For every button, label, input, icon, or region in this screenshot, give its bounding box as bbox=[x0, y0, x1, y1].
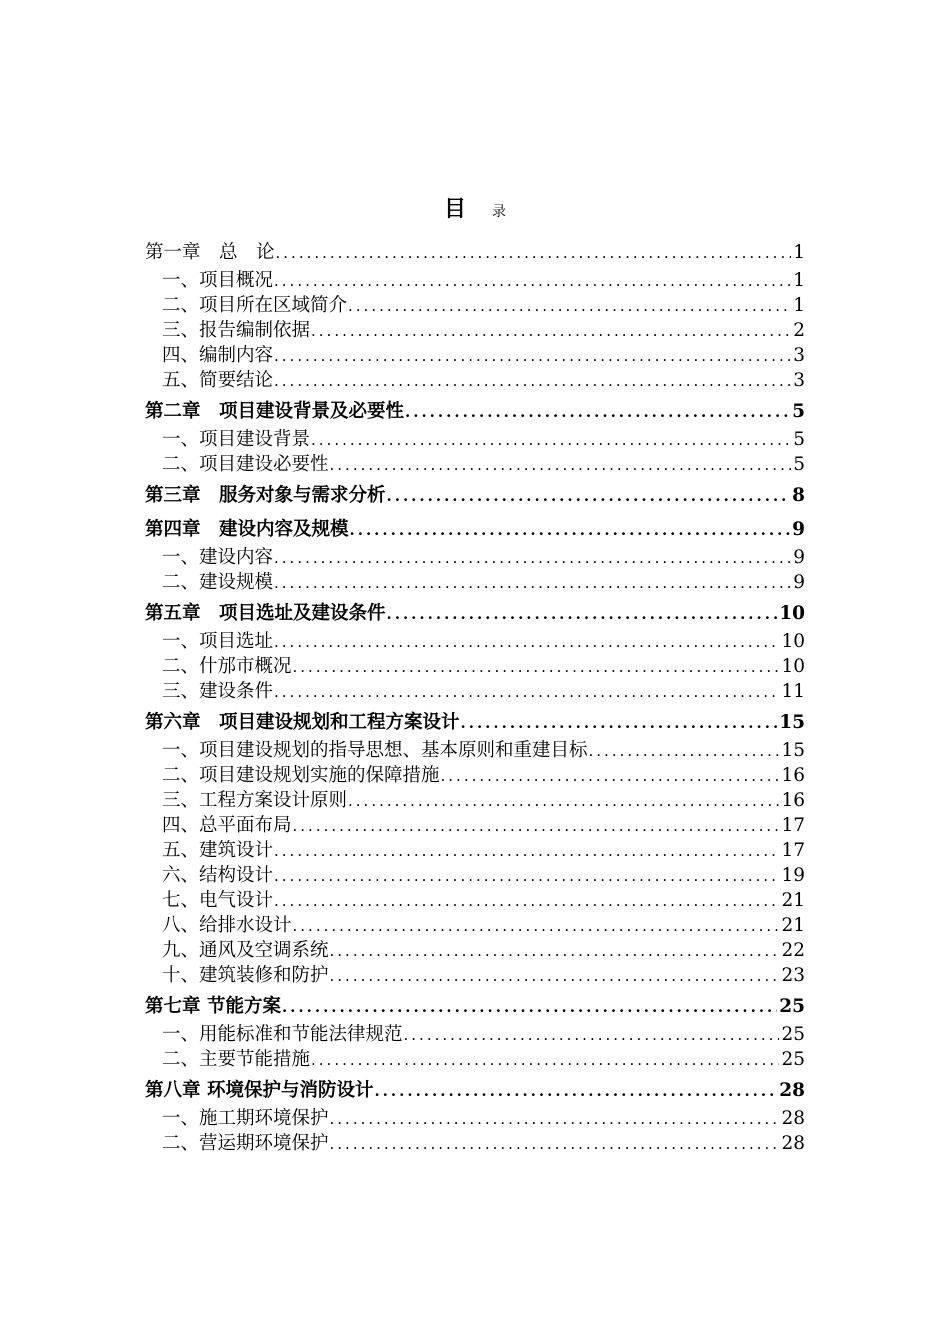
toc-dot-leader bbox=[273, 344, 791, 369]
toc-section-entry[interactable] bbox=[145, 1131, 805, 1156]
toc-entry-page: 11 bbox=[781, 681, 805, 702]
toc-dot-leader bbox=[275, 238, 792, 268]
toc-entry-label: 一、项目选址 bbox=[162, 631, 274, 652]
toc-dot-leader bbox=[292, 655, 780, 680]
toc-entry-page: 19 bbox=[781, 865, 805, 886]
toc-entry-page: 17 bbox=[781, 840, 805, 861]
toc-entry-page: 25 bbox=[781, 1049, 805, 1070]
toc-dot-leader bbox=[460, 708, 778, 738]
toc-dot-leader bbox=[273, 571, 791, 596]
toc-entry-label: 第四章 建设内容及规模 bbox=[145, 519, 349, 540]
toc-entry-page: 28 bbox=[781, 1133, 805, 1154]
toc-entry-label: 七、电气设计 bbox=[162, 890, 274, 911]
toc-entry-page: 1 bbox=[793, 270, 805, 291]
toc-entry-page: 10 bbox=[781, 656, 805, 677]
toc-dot-leader bbox=[292, 814, 780, 839]
toc-entry-page: 28 bbox=[781, 1108, 805, 1129]
toc-entry-label: 第七章 节能方案 bbox=[145, 996, 281, 1017]
toc-section-entry[interactable] bbox=[145, 1047, 805, 1072]
toc-section-entry[interactable] bbox=[145, 1106, 805, 1131]
toc-dot-leader bbox=[403, 1023, 780, 1048]
toc-entry-label: 二、项目建设必要性 bbox=[162, 454, 329, 475]
toc-entry-label: 第五章 项目选址及建设条件 bbox=[145, 603, 386, 624]
toc-section-entry[interactable] bbox=[145, 570, 805, 595]
toc-section-entry[interactable] bbox=[145, 545, 805, 570]
toc-entry-page: 22 bbox=[781, 940, 805, 961]
toc-title-second: 录 bbox=[492, 204, 506, 220]
toc-dot-leader bbox=[273, 269, 791, 294]
toc-dot-leader bbox=[329, 1132, 780, 1157]
toc-entry-page: 2 bbox=[793, 320, 805, 341]
toc-section-entry[interactable] bbox=[145, 427, 805, 452]
toc-dot-leader bbox=[273, 546, 791, 571]
toc-entry-page: 5 bbox=[793, 429, 805, 450]
toc-title bbox=[0, 192, 950, 223]
toc-entry-label: 二、什邡市概况 bbox=[162, 656, 292, 677]
toc-entry-page: 5 bbox=[792, 401, 805, 422]
toc-chapter-entry[interactable] bbox=[145, 481, 805, 511]
toc-section-entry[interactable] bbox=[145, 888, 805, 913]
toc-entry-label: 四、编制内容 bbox=[162, 345, 274, 366]
toc-chapter-entry[interactable] bbox=[145, 397, 805, 427]
toc-dot-leader bbox=[440, 764, 780, 789]
toc-dot-leader bbox=[273, 680, 779, 705]
toc-entry-label: 三、建设条件 bbox=[162, 681, 274, 702]
toc-dot-leader bbox=[329, 453, 792, 478]
toc-entry-label: 第一章 总 论 bbox=[145, 242, 275, 263]
toc-entry-page: 10 bbox=[779, 603, 805, 624]
toc-entry-page: 28 bbox=[779, 1080, 805, 1101]
toc-dot-leader bbox=[386, 481, 791, 511]
toc-entry-label: 第六章 项目建设规划和工程方案设计 bbox=[145, 712, 460, 733]
toc-section-entry[interactable] bbox=[145, 343, 805, 368]
toc-entry-label: 二、项目建设规划实施的保障措施 bbox=[162, 765, 440, 786]
toc-section-entry[interactable] bbox=[145, 293, 805, 318]
toc-entry-label: 八、给排水设计 bbox=[162, 915, 292, 936]
toc-section-entry[interactable] bbox=[145, 1022, 805, 1047]
toc-section-entry[interactable] bbox=[145, 268, 805, 293]
toc-chapter-entry[interactable] bbox=[145, 599, 805, 629]
toc-dot-leader bbox=[273, 839, 779, 864]
toc-entry-page: 5 bbox=[793, 454, 805, 475]
toc-entry-label: 一、项目建设规划的指导思想、基本原则和重建目标 bbox=[162, 740, 588, 761]
toc-entry-label: 二、主要节能措施 bbox=[162, 1049, 311, 1070]
toc-section-entry[interactable] bbox=[145, 913, 805, 938]
toc-entry-label: 九、通风及空调系统 bbox=[162, 940, 329, 961]
toc-entry-page: 1 bbox=[793, 295, 805, 316]
toc-section-entry[interactable] bbox=[145, 679, 805, 704]
toc-dot-leader bbox=[588, 739, 780, 764]
toc-dot-leader bbox=[310, 1048, 779, 1073]
toc-dot-leader bbox=[329, 939, 780, 964]
toc-entry-label: 一、项目建设背景 bbox=[162, 429, 311, 450]
toc-entry-page: 8 bbox=[792, 485, 805, 506]
toc-dot-leader bbox=[329, 964, 780, 989]
toc-entry-label: 十、建筑装修和防护 bbox=[162, 965, 329, 986]
toc-entry-label: 六、结构设计 bbox=[162, 865, 274, 886]
toc-section-entry[interactable] bbox=[145, 863, 805, 888]
toc-dot-leader bbox=[329, 1107, 780, 1132]
toc-dot-leader bbox=[292, 914, 780, 939]
toc-entry-label: 一、施工期环境保护 bbox=[162, 1108, 329, 1129]
toc-section-entry[interactable] bbox=[145, 318, 805, 343]
toc-section-entry[interactable] bbox=[145, 452, 805, 477]
toc-section-entry[interactable] bbox=[145, 738, 805, 763]
toc-entry-label: 第二章 项目建设背景及必要性 bbox=[145, 401, 405, 422]
toc-entry-label: 四、总平面布局 bbox=[162, 815, 292, 836]
toc-dot-leader bbox=[373, 1076, 777, 1106]
toc-entry-page: 3 bbox=[793, 370, 805, 391]
toc-chapter-entry[interactable] bbox=[145, 708, 805, 738]
toc-title-main: 目 bbox=[443, 196, 466, 222]
toc-entry-page: 9 bbox=[792, 519, 805, 540]
toc-entry-label: 三、报告编制依据 bbox=[162, 320, 311, 341]
toc-entry-label: 二、项目所在区域简介 bbox=[162, 295, 348, 316]
toc-dot-leader bbox=[273, 889, 779, 914]
toc-entry-label: 一、项目概况 bbox=[162, 270, 274, 291]
toc-entry-page: 3 bbox=[793, 345, 805, 366]
toc-entry-page: 9 bbox=[793, 547, 805, 568]
toc-section-entry[interactable] bbox=[145, 788, 805, 813]
toc-entry-page: 25 bbox=[779, 996, 805, 1017]
toc-entry-page: 15 bbox=[779, 712, 805, 733]
toc-entry-page: 9 bbox=[793, 572, 805, 593]
toc-entry-page: 15 bbox=[781, 740, 805, 761]
toc-entry-label: 一、建设内容 bbox=[162, 547, 274, 568]
toc-dot-leader bbox=[349, 515, 791, 545]
toc-section-entry[interactable] bbox=[145, 629, 805, 654]
toc-section-entry[interactable] bbox=[145, 763, 805, 788]
toc-section-entry[interactable] bbox=[145, 368, 805, 393]
toc-entry-label: 三、工程方案设计原则 bbox=[162, 790, 348, 811]
toc-entry-label: 五、简要结论 bbox=[162, 370, 274, 391]
toc-dot-leader bbox=[273, 864, 779, 889]
toc-entry-page: 1 bbox=[793, 242, 805, 263]
toc-entry-label: 二、营运期环境保护 bbox=[162, 1133, 329, 1154]
toc-entry-label: 二、建设规模 bbox=[162, 572, 274, 593]
toc-entry-page: 21 bbox=[781, 890, 805, 911]
toc-chapter-entry[interactable] bbox=[145, 238, 805, 268]
toc-dot-leader bbox=[273, 630, 779, 655]
toc-dot-leader bbox=[347, 789, 779, 814]
toc-entry-page: 23 bbox=[781, 965, 805, 986]
toc-entry-page: 17 bbox=[781, 815, 805, 836]
toc-section-entry[interactable] bbox=[145, 813, 805, 838]
toc-dot-leader bbox=[310, 428, 791, 453]
toc-entry-page: 21 bbox=[781, 915, 805, 936]
toc-entry-label: 第三章 服务对象与需求分析 bbox=[145, 485, 386, 506]
toc-chapter-entry[interactable] bbox=[145, 1076, 805, 1106]
toc-entry-page: 25 bbox=[781, 1024, 805, 1045]
toc-chapter-entry[interactable] bbox=[145, 515, 805, 545]
toc-section-entry[interactable] bbox=[145, 654, 805, 679]
toc-entry-label: 五、建筑设计 bbox=[162, 840, 274, 861]
toc-dot-leader bbox=[404, 397, 790, 427]
toc-section-entry[interactable] bbox=[145, 938, 805, 963]
table-of-contents bbox=[145, 238, 805, 1156]
toc-entry-label: 一、用能标准和节能法律规范 bbox=[162, 1024, 403, 1045]
toc-entry-page: 16 bbox=[781, 790, 805, 811]
toc-dot-leader bbox=[310, 319, 791, 344]
toc-section-entry[interactable] bbox=[145, 963, 805, 988]
toc-entry-page: 16 bbox=[781, 765, 805, 786]
toc-dot-leader bbox=[273, 369, 791, 394]
toc-dot-leader bbox=[386, 599, 778, 629]
toc-dot-leader bbox=[281, 992, 777, 1022]
toc-section-entry[interactable] bbox=[145, 838, 805, 863]
toc-entry-page: 10 bbox=[781, 631, 805, 652]
toc-chapter-entry[interactable] bbox=[145, 992, 805, 1022]
toc-dot-leader bbox=[347, 294, 791, 319]
toc-entry-label: 第八章 环境保护与消防设计 bbox=[145, 1080, 374, 1101]
